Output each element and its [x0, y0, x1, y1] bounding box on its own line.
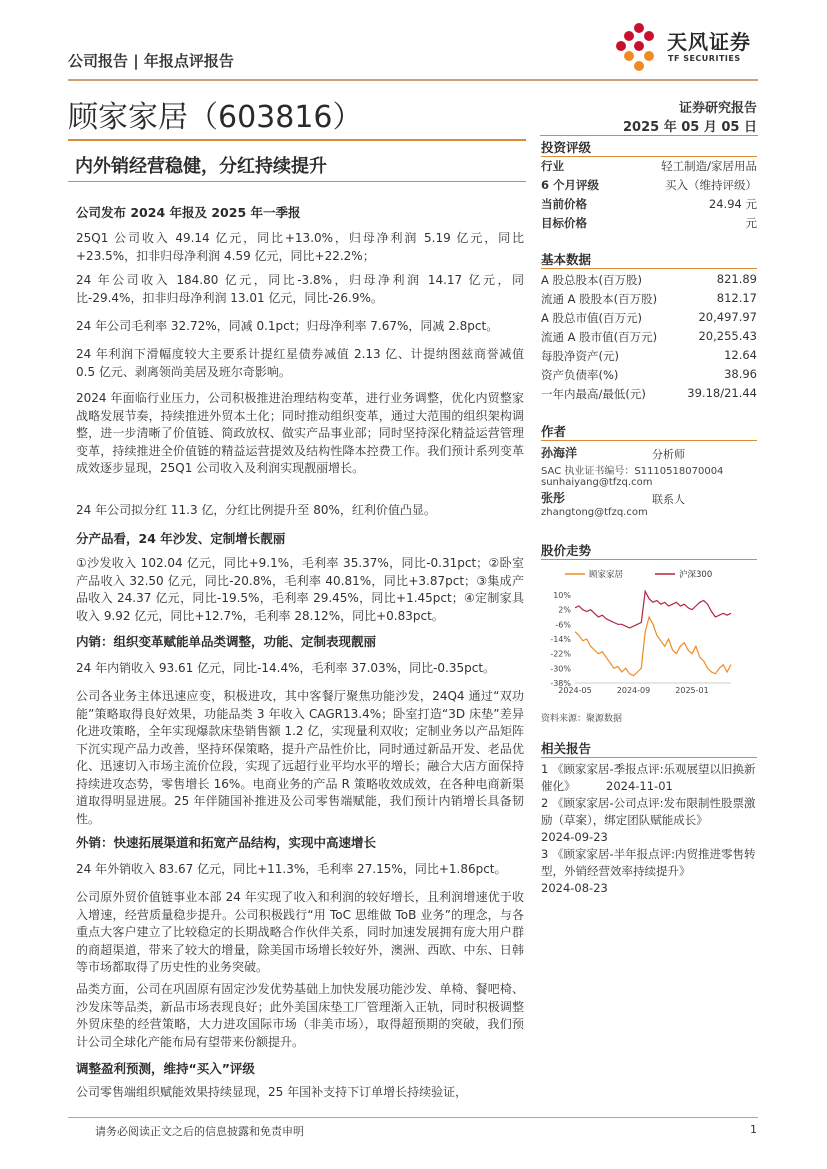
- basic-data-value: 39.18/21.44: [687, 386, 757, 400]
- rating-row: [541, 215, 757, 233]
- logo-name: 天风证券: [667, 30, 751, 54]
- author-name: 孙海洋: [541, 446, 578, 460]
- y-tick-label: -6%: [555, 620, 571, 630]
- body-paragraph: 24 年公司拟分红 11.3 亿，分红比例提升至 80%，红利价值凸显。: [76, 503, 436, 517]
- y-tick-label: -14%: [550, 635, 571, 644]
- author-role: 联系人: [652, 493, 685, 506]
- series-line: [575, 617, 731, 676]
- rating-value: 元: [745, 216, 757, 230]
- report-type: 公司报告 | 年报点评报告: [68, 52, 234, 70]
- related-divider: [541, 757, 757, 758]
- basic-data-label: 每股净资产(元): [541, 349, 619, 363]
- basic-data-row: [541, 348, 757, 366]
- basic-data-row: [541, 329, 757, 347]
- footer-divider: [68, 1117, 758, 1118]
- author-email[interactable]: sunhaiyang@tfzq.com: [541, 477, 653, 488]
- header-divider: [68, 79, 758, 81]
- logo-english: TF SECURITIES: [668, 54, 741, 63]
- basic-data-label: 资产负债率(%): [541, 368, 619, 382]
- related-report-link[interactable]: 2 《顾家家居-公司点评:发布限制性股票激励（草案），绑定团队赋能成长》: [541, 796, 756, 827]
- disclaimer-note: 请务必阅读正文之后的信息披露和免责申明: [95, 1125, 304, 1138]
- basic-data-title: 基本数据: [541, 252, 592, 267]
- basic-data-label: A 股总股本(百万股): [541, 273, 642, 287]
- body-paragraph: 25Q1 公司收入 49.14 亿元，同比+13.0%，归母净利润 5.19 亿元，同比+23.5%，扣非归母净利润 4.59 亿元，同比+22.2%；: [76, 231, 524, 263]
- y-tick-label: 10%: [553, 591, 571, 600]
- basic-data-value: 38.96: [724, 367, 757, 381]
- section-heading: 内销：组织变革赋能单品类调整，功能、定制表现靓丽: [76, 634, 377, 649]
- y-tick-label: -22%: [550, 649, 571, 659]
- body-paragraph: 公司零售端组织赋能效果持续显现，25 年国补支持下订单增长持续验证，: [76, 1085, 468, 1099]
- basic-data-divider: [541, 268, 757, 269]
- x-tick-label: 2025-01: [675, 686, 709, 695]
- x-tick-label: 2024-09: [616, 686, 651, 695]
- related-report-date: 2024-09-23: [541, 830, 608, 844]
- basic-data-row: [541, 291, 757, 309]
- basic-data-value: 12.64: [724, 348, 757, 362]
- body-paragraph: 公司原外贸价值链事业本部 24 年实现了收入和利润的较好增长，且利润增速优于收入增速，经营质量稳步提升。公司积极践行“用 ToC 思维做 ToB 业务”的理念，与各重点大客户建立了比较稳定的长期战略合作伙伴关系，同时加速发展拥有庞大用户群的商超渠道，带来了较大的增量，除美国市场增长较好外，澳洲、西欧、中东、日韩等市场都取得了历史性的业务突破。: [76, 890, 524, 974]
- section-heading: 外销：快速拓展渠道和拓宽产品结构，实现中高速增长: [76, 835, 377, 850]
- chart-title: 股价走势: [541, 543, 592, 558]
- section-heading: 公司发布 2024 年报及 2025 年一季报: [76, 205, 301, 220]
- basic-data-value: 20,497.97: [698, 310, 757, 324]
- authors-title: 作者: [541, 424, 567, 439]
- title-divider: [68, 139, 526, 141]
- rating-row: [541, 158, 757, 176]
- rating-row: [541, 196, 757, 214]
- basic-data-row: [541, 310, 757, 328]
- rating-row: [541, 177, 757, 195]
- basic-data-label: 一年内最高/最低(元): [541, 387, 646, 401]
- rating-label: 6 个月评级: [541, 178, 600, 192]
- basic-data-value: 821.89: [716, 272, 757, 286]
- body-paragraph: 公司各业务主体迅速应变，积极进攻，其中客餐厅聚焦功能沙发，24Q4 通过“双功能”策略取得良好效果，功能品类 3 年收入 CAGR13.4%；卧室打造“3D 床垫”差异化进攻策略，全年实现爆款床垫销售额 1.2 亿，实现量利双收；定制业务以产品矩阵下沉实现产品力改善，坚持环保策略，提升产品性价比，同时通过新品开发、老品优化、迅速切入市场主流价位段，实现了远超行业平均水平的增长；融合大店方面保持持续进攻态势，零售增长 16%。电商业务的产品 R 策略收效成效，在各种电商新渠道取得明显进展。25 年伴随国补推进及公司零售端赋能，我们预计内销增长具备韧性。: [76, 689, 524, 826]
- y-tick-label: 2%: [558, 605, 571, 615]
- report-category: 证券研究报告: [678, 101, 757, 116]
- chart-divider: [541, 559, 757, 560]
- body-paragraph: 24 年外销收入 83.67 亿元，同比+11.3%，毛利率 27.15%，同比+1.86pct。: [76, 862, 507, 876]
- basic-data-value: 812.17: [716, 291, 757, 305]
- rating-title: 投资评级: [541, 140, 592, 155]
- author-name: 张彤: [541, 491, 566, 505]
- y-tick-label: -30%: [550, 664, 571, 674]
- report-date: 2025 年 05 月 05 日: [623, 120, 757, 135]
- basic-data-label: A 股总市值(百万元): [541, 311, 642, 325]
- legend-label: 顾家家居: [589, 570, 624, 580]
- body-paragraph: 品类方面，公司在巩固原有固定沙发优势基础上加快发展功能沙发、单椅、餐吧椅、沙发床等品类，新品市场表现良好；此外美国床垫工厂管理渐入正轨，同时积极调整外贸床垫的经营策略，大力进攻国际市场（非美市场），取得超预期的突破，我们预计公司全球化产能布局有望带来份额提升。: [76, 982, 524, 1049]
- basic-data-value: 20,255.43: [698, 329, 757, 343]
- y-tick-label: -38%: [550, 679, 571, 688]
- company-logo: [612, 22, 762, 72]
- related-report-link[interactable]: 1 《顾家家居-季报点评:乐观展望以旧换新催化》: [541, 762, 756, 793]
- related-report-link[interactable]: 3 《顾家家居-半年报点评:内贸推进零售转型，外销经营效率持续提升》: [541, 847, 756, 878]
- rating-divider: [541, 156, 757, 157]
- author-email[interactable]: zhangtong@tfzq.com: [541, 507, 648, 518]
- rating-value: 买入（维持评级）: [665, 178, 757, 192]
- body-paragraph: ①沙发收入 102.04 亿元，同比+9.1%，毛利率 35.37%，同比-0.31pct；②卧室产品收入 32.50 亿元，同比-20.8%，毛利率 40.81%，同比+3.87pct；③集成产品收入 24.37 亿元，同比-19.5%，毛利率 29.45%，同比+1.45pct；④定制家具收入 9.92 亿元，同比+12.7%，毛利率 28.12%，同比+0.83pct。: [76, 556, 524, 623]
- chart-source: 资料来源：聚源数据: [541, 714, 623, 724]
- body-paragraph: 24 年公司毛利率 32.72%，同减 0.1pct；归母净利率 7.67%，同减 2.8pct。: [76, 319, 499, 333]
- series-line: [575, 591, 731, 628]
- x-tick-label: 2024-05: [558, 686, 592, 695]
- body-paragraph: 24 年利润下滑幅度较大主要系计提红星债券减值 2.13 亿、计提纳图兹商誉减值 0.5 亿元、剥离领尚美居及班尔奇影响。: [76, 347, 524, 379]
- subtitle-divider: [68, 181, 526, 182]
- related-report-date: 2024-11-01: [606, 779, 673, 793]
- page-number: 1: [750, 1123, 757, 1136]
- related-report-item[interactable]: [541, 761, 757, 795]
- chart-svg: [541, 565, 757, 705]
- basic-data-row: [541, 367, 757, 385]
- related-report-item[interactable]: [541, 846, 757, 897]
- body-paragraph: 24 年内销收入 93.61 亿元，同比-14.4%，毛利率 37.03%，同比-0.35pct。: [76, 661, 496, 675]
- related-title: 相关报告: [541, 741, 592, 756]
- logo-mark-icon: [612, 22, 662, 72]
- rating-value: 24.94 元: [708, 197, 757, 211]
- related-report-date: 2024-08-23: [541, 881, 608, 895]
- author-cert: SAC 执业证书编号：S1110518070004: [541, 466, 724, 477]
- related-report-item[interactable]: [541, 795, 757, 846]
- rating-label: 目标价格: [541, 216, 587, 230]
- basic-data-row: [541, 272, 757, 290]
- authors-divider: [541, 440, 757, 441]
- rating-value: 轻工制造/家居用品: [661, 159, 757, 173]
- legend-label: 沪深300: [679, 570, 713, 580]
- section-heading: 分产品看，24 年沙发、定制增长靓丽: [76, 531, 286, 546]
- rating-label: 行业: [541, 159, 564, 173]
- author-role: 分析师: [652, 448, 685, 461]
- stock-price-chart: [541, 565, 757, 695]
- sidebar-top-divider: [540, 135, 758, 136]
- basic-data-label: 流通 A 股市值(百万元): [541, 330, 658, 344]
- basic-data-row: [541, 386, 757, 404]
- section-heading: 调整盈利预测，维持“买入”评级: [76, 1061, 255, 1076]
- body-paragraph: 2024 年面临行业压力，公司积极推进治理结构变革，进行业务调整，优化内贸整家战略发展节奏，持续推进外贸本土化；同时推动组织变革，通过大范围的组织架构调整，进一步清晰了价值链、简政放权、做实产品事业部；同时坚持深化精益运营管理变革，持续推进全价值链的精益运营提效及结构性降本控费工作。我们预计系列变革成效逐步显现，25Q1 公司收入及利润实现靓丽增长。: [76, 391, 524, 475]
- company-title: 顾家家居（603816）: [68, 100, 363, 135]
- basic-data-label: 流通 A 股股本(百万股): [541, 292, 658, 306]
- rating-label: 当前价格: [541, 197, 587, 211]
- report-subtitle: 内外销经营稳健，分红持续提升: [75, 156, 327, 177]
- body-paragraph: 24 年公司收入 184.80 亿元，同比-3.8%，归母净利润 14.17 亿元，同比-29.4%，扣非归母净利润 13.01 亿元，同比-26.9%。: [76, 273, 524, 305]
